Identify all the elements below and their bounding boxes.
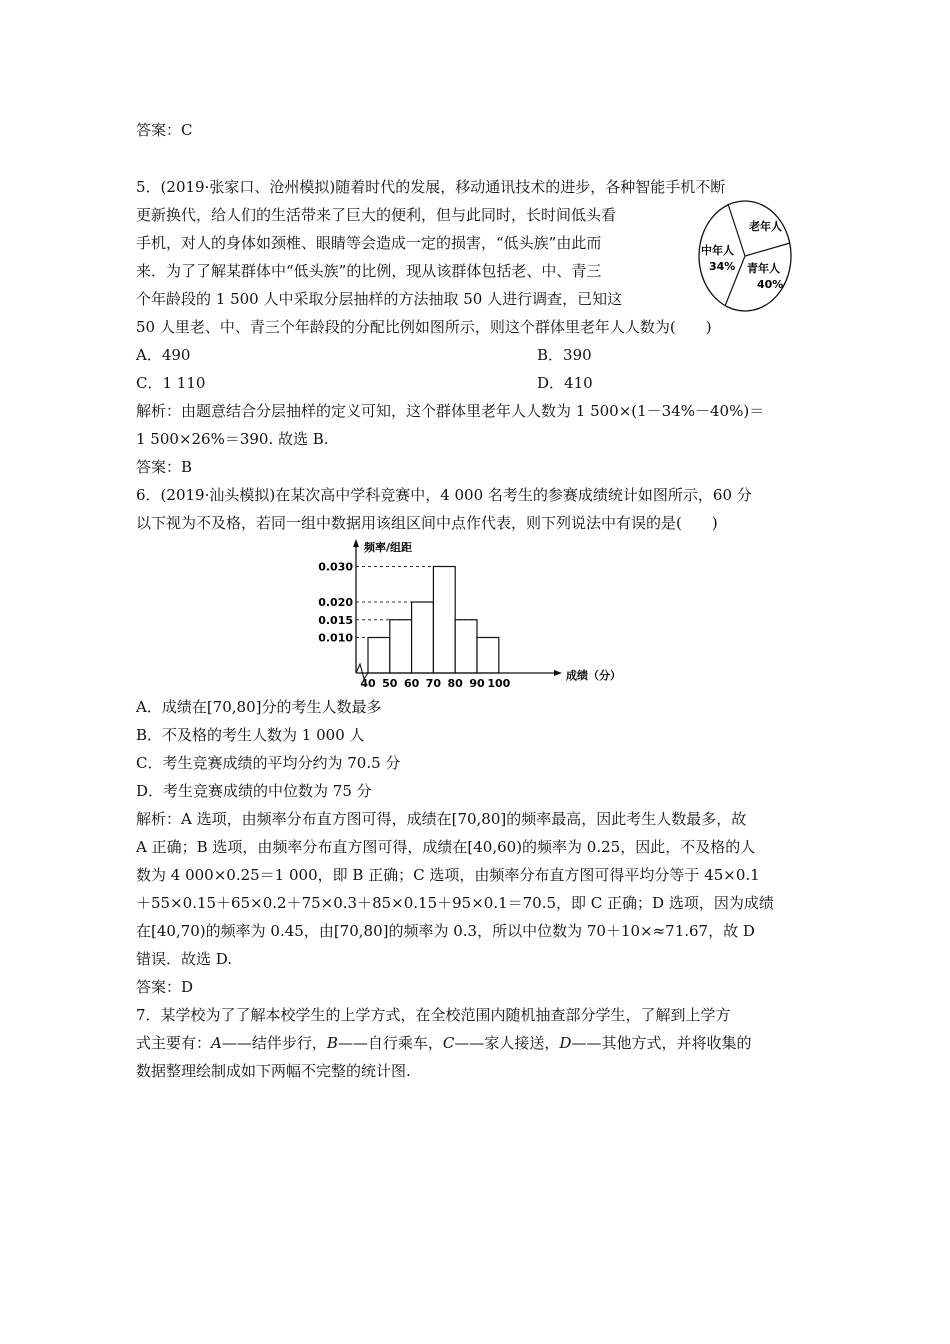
- pie-label-young-pct: 40%: [757, 278, 784, 291]
- q6-option-a: A．成绩在[70,80]分的考生人数最多: [136, 698, 382, 716]
- q7-way-d: ——其他方式，并将收集的: [571, 1034, 752, 1052]
- score-histogram: [318, 535, 638, 690]
- y-tick-0.030: 0.030: [318, 560, 353, 574]
- q6-analysis-6: 错误．故选 D.: [136, 950, 233, 968]
- q6-line-2: 以下视为不及格，若同一组中数据用该组区间中点作代表，则下列说法中有误的是( ): [136, 514, 718, 532]
- q7-line-3: 数据整理绘制成如下两幅不完整的统计图.: [136, 1062, 411, 1080]
- x-axis-arrow: [554, 670, 562, 676]
- x-tick-60: 60: [403, 677, 420, 690]
- q5-line-3: 手机，对人的身体如颈椎、眼睛等会造成一定的损害，“低头族”由此而: [136, 234, 602, 252]
- pie-label-old: 老年人: [749, 220, 782, 233]
- x-tick-100: 100: [487, 677, 511, 690]
- y-tick-0.010: 0.010: [318, 631, 353, 645]
- x-tick-90: 90: [469, 677, 485, 690]
- q5-line-1: 5．(2019·张家口、沧州模拟)随着时代的发展，移动通讯技术的进步，各种智能手机不断: [136, 178, 726, 196]
- q6-answer: 答案：D: [136, 978, 194, 996]
- histogram-bar-50-60: [390, 620, 412, 673]
- pie-label-young: 青年人: [747, 262, 780, 275]
- y-tick-0.015: 0.015: [318, 613, 353, 627]
- q7-letter-d: D: [559, 1034, 572, 1052]
- x-tick-70: 70: [425, 677, 442, 690]
- histogram-bar-70-80: [433, 567, 455, 674]
- y-tick-0.020: 0.020: [318, 596, 353, 609]
- age-pie-chart: [697, 198, 793, 314]
- q7-letter-c: C: [442, 1034, 455, 1052]
- q5-option-a: A．490: [136, 346, 191, 364]
- pie-label-mid: 中年人: [701, 244, 734, 257]
- q5-line-4: 来．为了了解某群体中“低头族”的比例，现从该群体包括老、中、青三: [136, 262, 602, 280]
- q7-line-1: 7．某学校为了了解本校学生的上学方式，在全校范围内随机抽查部分学生，了解到上学方: [136, 1006, 731, 1024]
- q5-option-d: D．410: [537, 374, 593, 392]
- y-axis-label: 频率/组距: [364, 541, 413, 554]
- q6-option-b: B．不及格的考生人数为 1 000 人: [136, 726, 365, 744]
- q6-analysis-2: A 正确；B 选项，由频率分布直方图可得，成绩在[40,60)的频率为 0.25，因此，不及格的人: [136, 838, 756, 856]
- histogram-bar-60-70: [412, 602, 434, 673]
- q6-analysis-3: 数为 4 000×0.25＝1 000，即 B 正确；C 选项，由频率分布直方图可得平均分等于 45×0.1: [136, 866, 760, 884]
- q7-letter-a: A: [211, 1034, 222, 1052]
- q6-analysis-1: 解析：A 选项，由频率分布直方图可得，成绩在[70,80]的频率最高，因此考生人数最多，故: [136, 810, 747, 828]
- q6-option-d: D．考生竞赛成绩的中位数为 75 分: [136, 782, 372, 800]
- histogram-bar-40-50: [368, 638, 390, 674]
- q5-analysis-1: 解析：由题意结合分层抽样的定义可知，这个群体里老年人人数为 1 500×(1－34%－40%)＝: [136, 402, 765, 420]
- q5-option-c: C．1 110: [136, 374, 206, 392]
- pie-divider-old-young: [745, 243, 790, 256]
- histogram-bar-90-100: [477, 638, 499, 674]
- x-tick-50: 50: [382, 677, 398, 690]
- x-tick-80: 80: [447, 677, 463, 690]
- q7-way-a: ——结伴步行，: [221, 1034, 327, 1052]
- q6-option-c: C．考生竞赛成绩的平均分约为 70.5 分: [136, 754, 401, 772]
- q7-way-b: ——自行乘车，: [337, 1034, 443, 1052]
- q7-way-c: ——家人接送，: [454, 1034, 560, 1052]
- q5-line-5: 个年龄段的 1 500 人中采取分层抽样的方法抽取 50 人进行调查，已知这: [136, 290, 623, 308]
- q6-analysis-5: 在[40,70)的频率为 0.45，由[70,80]的频率为 0.3，所以中位数为 70＋10×≈71.67，故 D: [136, 922, 755, 940]
- histogram-bar-80-90: [455, 620, 477, 673]
- y-axis-arrow: [353, 539, 359, 547]
- q7-letter-b: B: [326, 1034, 338, 1052]
- q6-line-1: 6．(2019·汕头模拟)在某次高中学科竞赛中，4 000 名考生的参赛成绩统计如图所示，60 分: [136, 486, 752, 504]
- pie-label-mid-pct: 34%: [709, 260, 736, 273]
- x-axis-label: 成绩（分）: [566, 669, 621, 682]
- previous-answer: 答案：C: [136, 121, 193, 139]
- q5-answer: 答案：B: [136, 458, 193, 476]
- q5-line-2: 更新换代，给人们的生活带来了巨大的便利，但与此同时，长时间低头看: [136, 206, 617, 224]
- q5-option-b: B．390: [537, 346, 592, 364]
- q6-analysis-4: ＋55×0.15＋65×0.2＋75×0.3＋85×0.15＋95×0.1＝70.5，即 C 正确；D 选项，因为成绩: [136, 894, 774, 912]
- x-tick-40: 40: [360, 677, 376, 690]
- q5-line-6: 50 人里老、中、青三个年龄段的分配比例如图所示，则这个群体里老年人人数为( ): [136, 318, 712, 336]
- q7-line-2: [136, 1034, 751, 1052]
- q7-intro: 式主要有：: [136, 1034, 212, 1052]
- q5-analysis-2: 1 500×26%＝390. 故选 B.: [136, 430, 329, 448]
